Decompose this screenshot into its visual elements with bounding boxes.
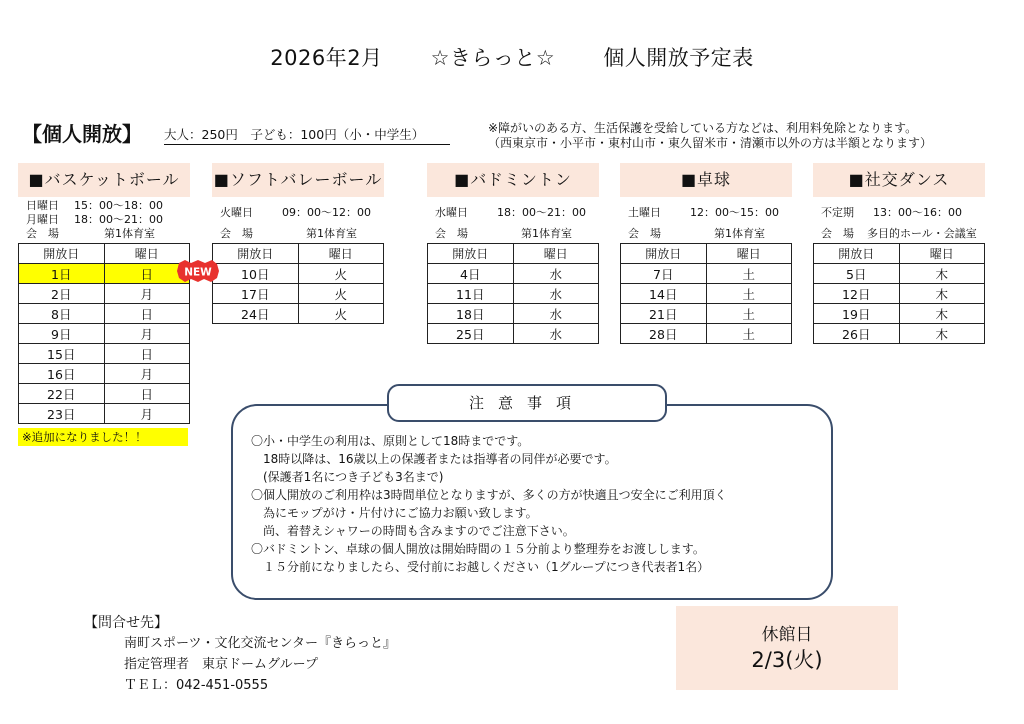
title-facility: ☆きらっと☆ [430, 46, 556, 70]
col-header-date: 開放日 [428, 244, 514, 264]
note-line: 〇個人開放のご利用枠は3時間単位となりますが、多くの方が快適且つ安全にご利用頂く [251, 488, 727, 502]
date-cell: 1日 [19, 264, 105, 284]
half-price-notice: （西東京市・小平市・東村山市・東久留米市・清瀬市以外の方は半額となります） [488, 136, 933, 150]
table-row [814, 304, 985, 324]
schedule-day: 月曜日 [26, 213, 59, 226]
venue-name: 第1体育室 [714, 227, 765, 240]
schedule-time: 18：00～21：00 [74, 213, 163, 226]
note-line: 18時以降は、16歳以上の保護者または指導者の同伴が必要です。 [251, 452, 617, 466]
section-heading: 【個人開放】 [22, 122, 142, 146]
weekday-cell: 火 [298, 264, 384, 284]
page-title [0, 42, 1024, 72]
table-row [621, 324, 792, 344]
weekday-cell: 火 [298, 304, 384, 324]
table-row [428, 304, 599, 324]
note-line: 為にモップがけ・片付けにご協力お願い致します。 [251, 506, 538, 520]
schedule-time: 15：00～18：00 [74, 199, 163, 212]
schedule-day: 水曜日 [435, 206, 468, 219]
date-cell: 2日 [19, 284, 105, 304]
sport-block-social-dance [813, 163, 985, 344]
venue-name: 第1体育室 [521, 227, 572, 240]
weekday-cell: 土 [706, 324, 792, 344]
closed-day-label: 休館日 [761, 625, 813, 645]
date-cell: 26日 [814, 324, 900, 344]
weekday-cell: 月 [104, 404, 190, 424]
date-cell: 19日 [814, 304, 900, 324]
table-row [213, 264, 384, 284]
date-cell: 22日 [19, 384, 105, 404]
weekday-cell: 水 [513, 264, 599, 284]
sport-block-basketball [18, 163, 190, 424]
col-header-date: 開放日 [814, 244, 900, 264]
sport-name: ■バスケットボール [18, 163, 190, 197]
table-row [814, 284, 985, 304]
sport-name: ■卓球 [620, 163, 792, 197]
note-line: 尚、着替えシャワーの時間も含みますのでご注意下さい。 [251, 524, 575, 538]
weekday-cell: 木 [899, 284, 985, 304]
contact-heading: 【問合せ先】 [84, 615, 168, 631]
note-line: (保護者1名につき子ども3名まで) [251, 470, 444, 484]
schedule-time: 09：00～12：00 [282, 206, 371, 219]
col-header-date: 開放日 [19, 244, 105, 264]
fee-exemption-notice: ※障がいのある方、生活保護を受給している方などは、利用料免除となります。 [488, 121, 918, 135]
schedule-table [212, 243, 384, 324]
venue-label: 会 場 [220, 227, 253, 240]
added-note: ※追加になりました！！ [18, 428, 188, 446]
table-row [621, 284, 792, 304]
weekday-cell: 日 [104, 344, 190, 364]
weekday-cell: 日 [104, 384, 190, 404]
weekday-cell: 土 [706, 284, 792, 304]
schedule-table [813, 243, 985, 344]
date-cell: 23日 [19, 404, 105, 424]
sport-name: ■ソフトバレーボール [212, 163, 384, 197]
sport-block-table-tennis [620, 163, 792, 344]
table-row [19, 284, 190, 304]
date-cell: 17日 [213, 284, 299, 304]
schedule-day: 不定期 [821, 206, 854, 219]
sport-block-badminton [427, 163, 599, 344]
table-row [19, 264, 190, 284]
table-row [19, 404, 190, 424]
date-cell: 16日 [19, 364, 105, 384]
new-badge-icon [177, 260, 219, 282]
date-cell: 21日 [621, 304, 707, 324]
date-cell: 8日 [19, 304, 105, 324]
contact-manager: 指定管理者 東京ドームグループ [124, 657, 318, 672]
table-row [814, 264, 985, 284]
table-row [19, 304, 190, 324]
weekday-cell: 日 [104, 264, 190, 284]
schedule-day: 土曜日 [628, 206, 661, 219]
date-cell: 7日 [621, 264, 707, 284]
weekday-cell: 月 [104, 284, 190, 304]
weekday-cell: 火 [298, 284, 384, 304]
date-cell: 28日 [621, 324, 707, 344]
weekday-cell: 土 [706, 304, 792, 324]
schedule-time: 12：00～15：00 [690, 206, 779, 219]
table-row [19, 324, 190, 344]
table-row [19, 384, 190, 404]
schedule-time: 18：00～21：00 [497, 206, 586, 219]
weekday-cell: 木 [899, 324, 985, 344]
schedule-day: 日曜日 [26, 199, 59, 212]
col-header-weekday: 曜日 [513, 244, 599, 264]
fee-text: 大人：250円 子ども：100円（小・中学生） [164, 125, 450, 145]
date-cell: 15日 [19, 344, 105, 364]
weekday-cell: 木 [899, 304, 985, 324]
weekday-cell: 月 [104, 324, 190, 344]
weekday-cell: 日 [104, 304, 190, 324]
col-header-weekday: 曜日 [899, 244, 985, 264]
venue-label: 会 場 [26, 227, 59, 240]
contact-phone: ＴＥＬ：042-451-0555 [124, 678, 269, 693]
col-header-weekday: 曜日 [706, 244, 792, 264]
schedule-table [427, 243, 599, 344]
weekday-cell: 月 [104, 364, 190, 384]
col-header-weekday: 曜日 [104, 244, 190, 264]
sport-block-soft-volleyball [212, 163, 384, 324]
venue-label: 会 場 [821, 227, 854, 240]
title-month: 2026年2月 [270, 46, 383, 70]
sport-name: ■バドミントン [427, 163, 599, 197]
col-header-date: 開放日 [213, 244, 299, 264]
table-row [621, 264, 792, 284]
venue-name: 第1体育室 [306, 227, 357, 240]
table-row [213, 304, 384, 324]
date-cell: 11日 [428, 284, 514, 304]
date-cell: 18日 [428, 304, 514, 324]
schedule-table [620, 243, 792, 344]
contact-center-name: 南町スポーツ・文化交流センター『きらっと』 [124, 636, 396, 651]
note-line: 〇バドミントン、卓球の個人開放は開始時間の１５分前より整理券をお渡しします。 [251, 542, 705, 556]
date-cell: 14日 [621, 284, 707, 304]
sport-name: ■社交ダンス [813, 163, 985, 197]
table-row [213, 284, 384, 304]
table-row [428, 264, 599, 284]
col-header-weekday: 曜日 [298, 244, 384, 264]
date-cell: 25日 [428, 324, 514, 344]
venue-name: 第1体育室 [104, 227, 155, 240]
schedule-table [18, 243, 190, 424]
table-row [814, 324, 985, 344]
venue-label: 会 場 [628, 227, 661, 240]
weekday-cell: 水 [513, 324, 599, 344]
note-line: 〇小・中学生の利用は、原則として18時までです。 [251, 434, 530, 448]
venue-label: 会 場 [435, 227, 468, 240]
weekday-cell: 木 [899, 264, 985, 284]
table-row [19, 364, 190, 384]
date-cell: 24日 [213, 304, 299, 324]
venue-name: 多目的ホール・会議室 [867, 227, 977, 240]
date-cell: 5日 [814, 264, 900, 284]
title-subtitle: 個人開放予定表 [603, 46, 754, 70]
date-cell: 12日 [814, 284, 900, 304]
date-cell: 4日 [428, 264, 514, 284]
weekday-cell: 土 [706, 264, 792, 284]
weekday-cell: 水 [513, 304, 599, 324]
schedule-time: 13：00～16：00 [873, 206, 962, 219]
date-cell: 10日 [213, 264, 299, 284]
table-row [428, 324, 599, 344]
note-line: １５分前になりましたら、受付前にお越しください（1グループにつき代表者1名） [251, 560, 710, 574]
closed-day-date: 2/3(火) [751, 648, 823, 672]
schedule-day: 火曜日 [220, 206, 253, 219]
new-badge-text: NEW [184, 266, 212, 279]
table-row [621, 304, 792, 324]
table-row [428, 284, 599, 304]
weekday-cell: 水 [513, 284, 599, 304]
date-cell: 9日 [19, 324, 105, 344]
col-header-date: 開放日 [621, 244, 707, 264]
notes-title: 注意事項 [387, 384, 667, 422]
table-row [19, 344, 190, 364]
